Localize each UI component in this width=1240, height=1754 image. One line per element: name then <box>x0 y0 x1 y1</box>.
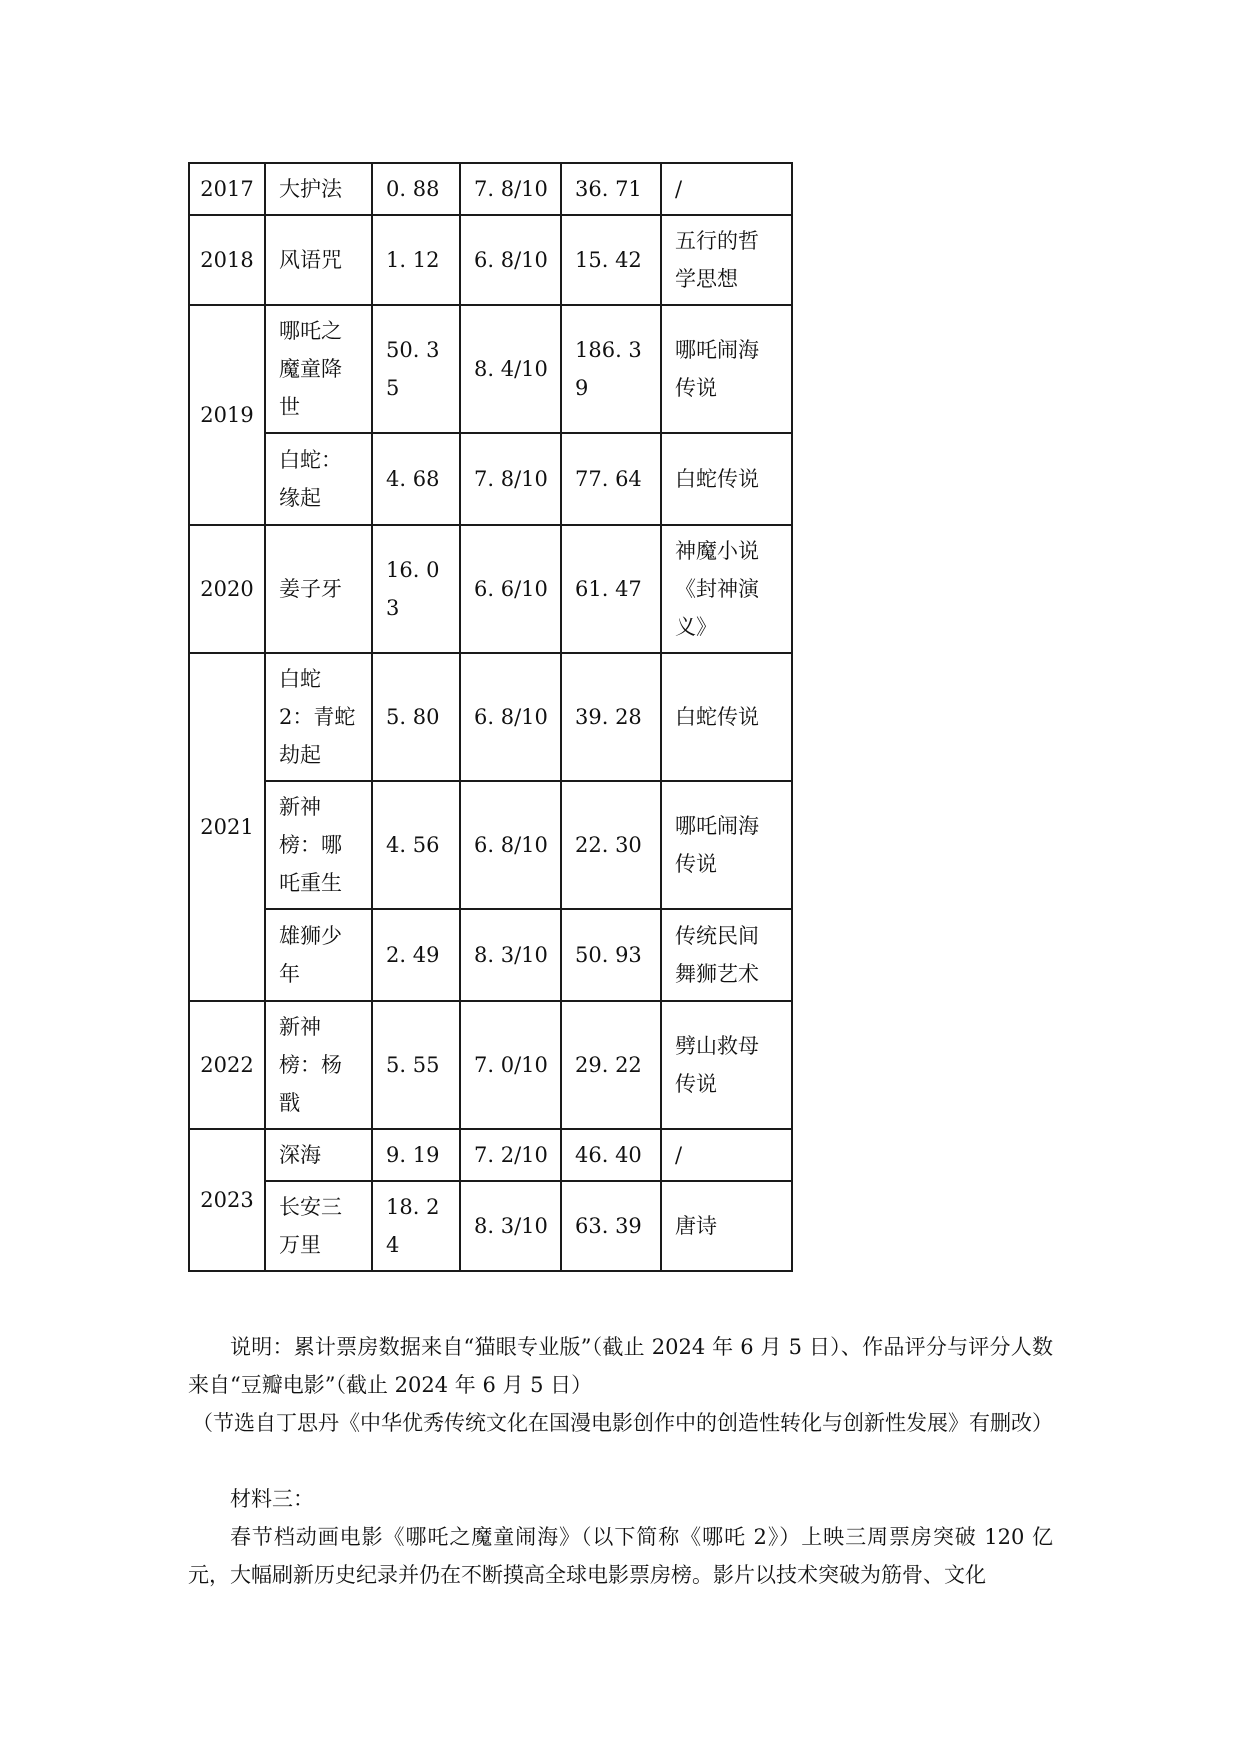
score-cell: 6. 8/10 <box>460 781 561 909</box>
box-office-cell: 1. 12 <box>372 215 460 305</box>
year-cell: 2017 <box>189 163 265 215</box>
film-title-cell: 白蛇 2：青蛇劫起 <box>265 653 372 781</box>
film-title-cell: 新神榜：哪吒重生 <box>265 781 372 909</box>
year-cell: 2021 <box>189 653 265 1001</box>
table-row <box>189 1181 792 1271</box>
culture-source-cell: 唐诗 <box>661 1181 792 1271</box>
score-cell: 8. 4/10 <box>460 305 561 433</box>
source-citation: （节选自丁思丹《中华优秀传统文化在国漫电影创作中的创造性转化与创新性发展》有删改） <box>192 1411 1053 1435</box>
culture-source-cell: 五行的哲学思想 <box>661 215 792 305</box>
box-office-cell: 5. 55 <box>372 1001 460 1129</box>
film-title-cell: 白蛇：缘起 <box>265 433 372 525</box>
table-row <box>189 653 792 781</box>
culture-source-cell: 白蛇传说 <box>661 653 792 781</box>
raters-cell: 36. 71 <box>561 163 661 215</box>
box-office-cell: 16. 03 <box>372 525 460 653</box>
raters-cell: 61. 47 <box>561 525 661 653</box>
score-cell: 6. 8/10 <box>460 215 561 305</box>
culture-source-cell: 白蛇传说 <box>661 433 792 525</box>
raters-cell: 22. 30 <box>561 781 661 909</box>
culture-source-cell: 传统民间舞狮艺术 <box>661 909 792 1001</box>
table-row <box>189 163 792 215</box>
box-office-cell: 18. 24 <box>372 1181 460 1271</box>
raters-cell: 77. 64 <box>561 433 661 525</box>
year-cell: 2023 <box>189 1129 265 1271</box>
film-title-cell: 大护法 <box>265 163 372 215</box>
culture-source-cell: 哪吒闹海传说 <box>661 781 792 909</box>
table-row <box>189 909 792 1001</box>
film-title-cell: 长安三万里 <box>265 1181 372 1271</box>
box-office-cell: 5. 80 <box>372 653 460 781</box>
score-cell: 8. 3/10 <box>460 909 561 1001</box>
box-office-cell: 4. 68 <box>372 433 460 525</box>
film-title-cell: 雄狮少年 <box>265 909 372 1001</box>
score-cell: 7. 8/10 <box>460 433 561 525</box>
box-office-cell: 4. 56 <box>372 781 460 909</box>
box-office-cell: 2. 49 <box>372 909 460 1001</box>
culture-source-cell: / <box>661 1129 792 1181</box>
raters-cell: 39. 28 <box>561 653 661 781</box>
table-row <box>189 781 792 909</box>
culture-source-cell: 哪吒闹海传说 <box>661 305 792 433</box>
raters-cell: 186. 39 <box>561 305 661 433</box>
material-paragraph: 春节档动画电影《哪吒之魔童闹海》（以下简称《哪吒 2》）上映三周票房突破 120 亿元，大幅刷新历史纪录并仍在不断摸高全球电影票房榜。影片以技术突破为筋骨、文化 <box>188 1525 1053 1587</box>
material-heading: 材料三： <box>230 1487 314 1511</box>
raters-cell: 63. 39 <box>561 1181 661 1271</box>
table-row <box>189 1001 792 1129</box>
score-cell: 6. 6/10 <box>460 525 561 653</box>
year-cell: 2018 <box>189 215 265 305</box>
year-cell: 2022 <box>189 1001 265 1129</box>
table-row <box>189 525 792 653</box>
culture-source-cell: 神魔小说《封神演义》 <box>661 525 792 653</box>
culture-source-cell: 劈山救母传说 <box>661 1001 792 1129</box>
table-row <box>189 1129 792 1181</box>
raters-cell: 29. 22 <box>561 1001 661 1129</box>
table-note: 说明：累计票房数据来自“猫眼专业版”（截止 2024 年 6 月 5 日）、作品评分与评分人数来自“豆瓣电影”（截止 2024 年 6 月 5 日） <box>188 1335 1053 1397</box>
table-row <box>189 305 792 433</box>
film-title-cell: 风语咒 <box>265 215 372 305</box>
film-title-cell: 哪吒之魔童降世 <box>265 305 372 433</box>
raters-cell: 15. 42 <box>561 215 661 305</box>
table-row <box>189 215 792 305</box>
year-cell: 2020 <box>189 525 265 653</box>
score-cell: 7. 8/10 <box>460 163 561 215</box>
table-row <box>189 433 792 525</box>
raters-cell: 46. 40 <box>561 1129 661 1181</box>
score-cell: 7. 0/10 <box>460 1001 561 1129</box>
film-data-table <box>188 162 793 1272</box>
box-office-cell: 0. 88 <box>372 163 460 215</box>
year-cell: 2019 <box>189 305 265 525</box>
score-cell: 8. 3/10 <box>460 1181 561 1271</box>
film-title-cell: 深海 <box>265 1129 372 1181</box>
score-cell: 6. 8/10 <box>460 653 561 781</box>
culture-source-cell: / <box>661 163 792 215</box>
film-title-cell: 新神榜：杨戬 <box>265 1001 372 1129</box>
score-cell: 7. 2/10 <box>460 1129 561 1181</box>
table-body <box>189 163 792 1271</box>
film-title-cell: 姜子牙 <box>265 525 372 653</box>
box-office-cell: 50. 35 <box>372 305 460 433</box>
box-office-cell: 9. 19 <box>372 1129 460 1181</box>
raters-cell: 50. 93 <box>561 909 661 1001</box>
